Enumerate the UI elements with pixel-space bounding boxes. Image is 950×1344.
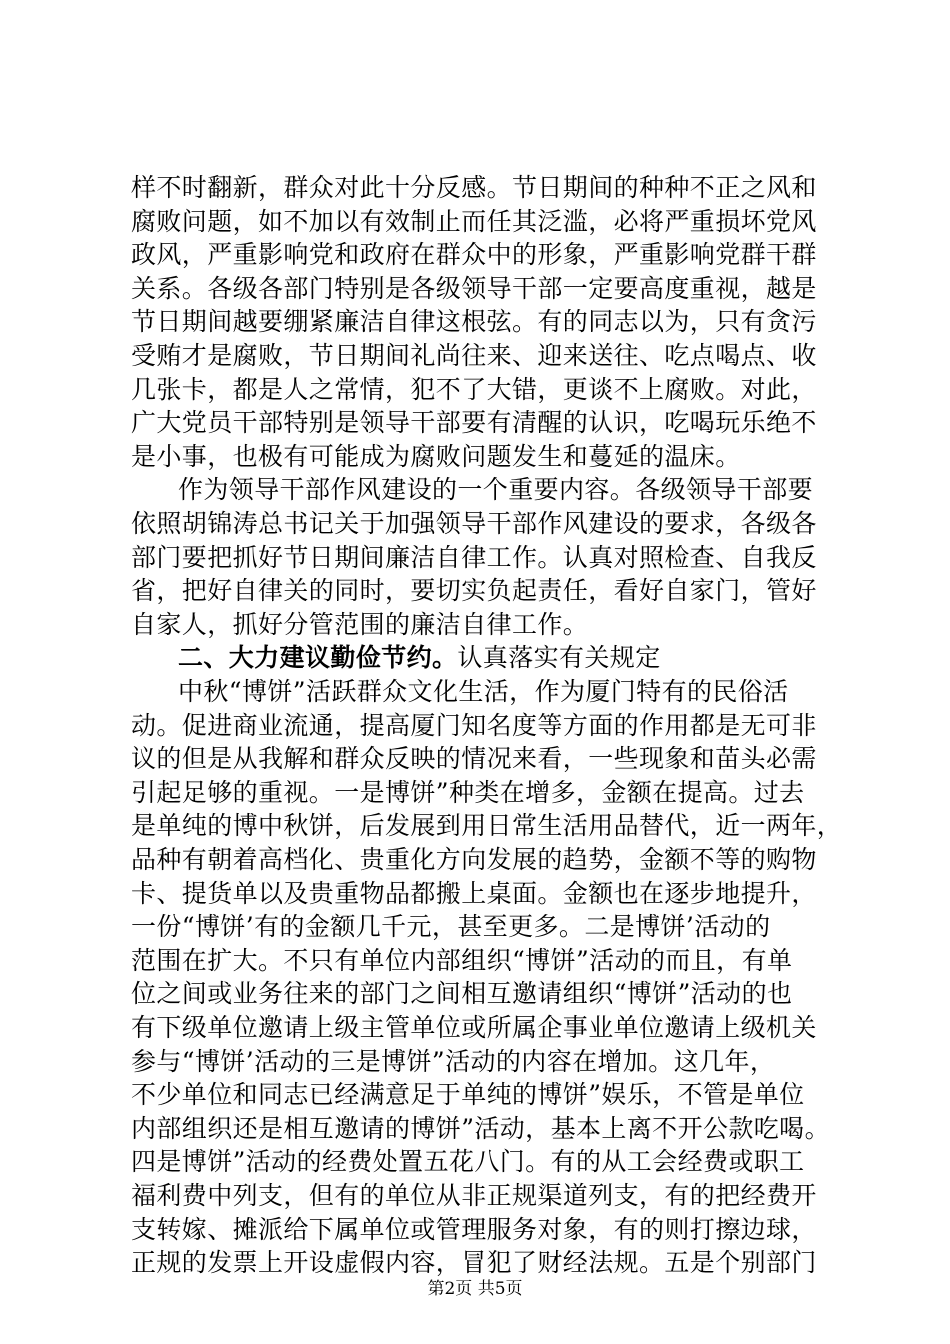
paragraph-line: 四是博饼”活动的经费处置五花八门。有的从工会经费或职工 (131, 1147, 805, 1177)
paragraph-line: 范围在扩大。不只有单位内部组织“博饼”活动的而且，有单 (131, 945, 793, 975)
paragraph-line: 作为领导干部作风建设的一个重要内容。各级领导干部要 (178, 475, 814, 505)
paragraph-line: 自家人，抓好分管范围的廉洁自律工作。 (131, 609, 589, 639)
page-number-footer: 第2页 共5页 (427, 1279, 523, 1299)
paragraph-line: 正规的发票上开设虚假内容，冒犯了财经法规。五是个别部门 (131, 1248, 817, 1278)
paragraph-line: 节日期间越要绷紧廉洁自律这根弦。有的同志以为，只有贪污 (131, 307, 817, 337)
paragraph-line: 位之间或业务往来的部门之间相互邀请组织“博饼”活动的也 (131, 979, 793, 1009)
paragraph-line: 议的但是从我解和群众反映的情况来看，一些现象和苗头必需 (131, 744, 817, 774)
paragraph-line: 福利费中列支，但有的单位从非正规渠道列支，有的把经费开 (131, 1181, 817, 1210)
paragraph-line: 参与“博饼’活动的三是博饼”活动的内容在增加。这几年， (131, 1046, 776, 1076)
paragraph-line: 不少单位和同志已经满意足于单纯的博饼”娱乐，不管是单位 (131, 1080, 805, 1110)
paragraph-line: 关系。各级各部门特别是各级领导干部一定要高度重视，越是 (131, 273, 817, 303)
paragraph-line: 一份“博饼’有的金额几千元，甚至更多。二是博饼’活动的 (131, 912, 771, 942)
paragraph-line: 是小事，也极有可能成为腐败问题发生和蔓延的温床。 (131, 441, 741, 471)
paragraph-line: 省，把好自律关的同时，要切实负起责任，看好自家门，管好 (131, 576, 817, 606)
paragraph-line: 依照胡锦涛总书记关于加强领导干部作风建设的要求，各级各 (131, 509, 817, 538)
paragraph-line: 政风，严重影响党和政府在群众中的形象，严重影响党群干群 (131, 240, 817, 270)
paragraph-line: 卡、提货单以及贵重物品都搬上桌面。金额也在逐步地提升， (131, 878, 817, 908)
paragraph-line: 是单纯的博中秋饼，后发展到用日常生活用品替代，近一两年， (131, 811, 843, 841)
paragraph-line: 内部组织还是相互邀请的博饼”活动，基本上离不开公款吃喝。 (131, 1113, 830, 1143)
paragraph-line: 几张卡，都是人之常情，犯不了大错，更谈不上腐败。对此， (131, 374, 817, 404)
section-heading-bold: 二、大力建议勤俭节约。 (178, 643, 458, 673)
paragraph-line: 支转嫁、摊派给下属单位或管理服务对象，有的则打擦边球， (131, 1214, 817, 1244)
paragraph-line: 受贿才是腐败，节日期间礼尚往来、迎来送往、吃点喝点、收 (131, 341, 817, 370)
paragraph-line: 品种有朝着高档化、贵重化方向发展的趋势，金额不等的购物 (131, 845, 817, 874)
paragraph-line: 广大党员干部特别是领导干部要有清醒的认识，吃喝玩乐绝不 (131, 408, 817, 438)
paragraph-line: 部门要把抓好节日期间廉洁自律工作。认真对照检查、自我反 (131, 542, 817, 572)
paragraph-line: 腐败问题，如不加以有效制止而任其泛滥，必将严重损坏党风 (131, 206, 817, 236)
paragraph-line: 中秋“博饼”活跃群众文化生活，作为厦门特有的民俗活 (178, 677, 789, 706)
paragraph-line: 样不时翻新，群众对此十分反感。节日期间的种种不正之风和 (131, 173, 817, 202)
section-heading (178, 642, 898, 674)
section-heading-rest: 认真落实有关规定 (457, 643, 661, 673)
paragraph-line: 引起足够的重视。一是博饼”种类在增多，金额在提高。过去 (131, 777, 805, 807)
paragraph-line: 有下级单位邀请上级主管单位或所属企事业单位邀请上级机关 (131, 1013, 817, 1042)
paragraph-line: 动。促进商业流通，提高厦门知名度等方面的作用都是无可非 (131, 710, 817, 740)
